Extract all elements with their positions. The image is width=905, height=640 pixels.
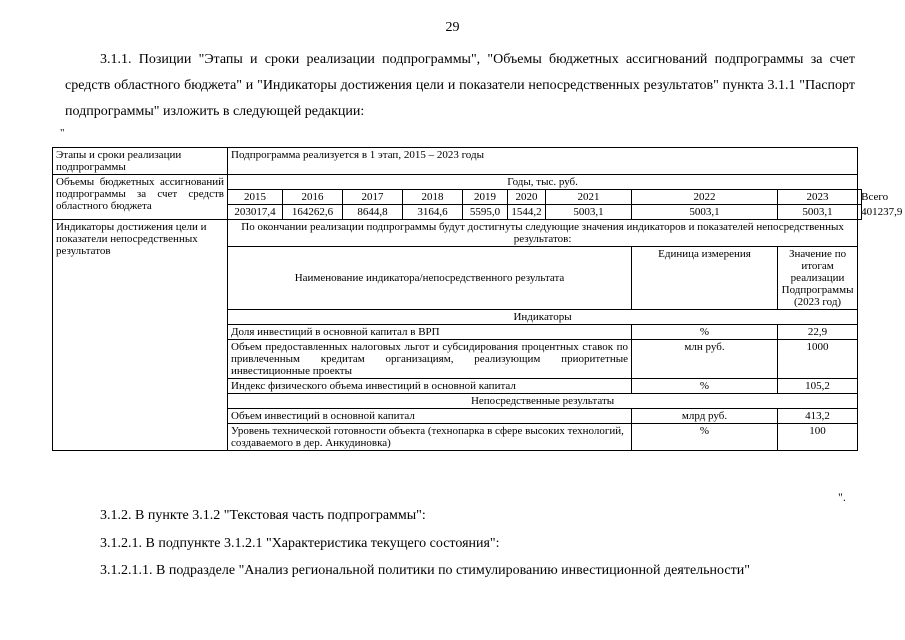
amount-cell: 8644,8 [343, 205, 403, 220]
stages-value: Подпрограмма реализуется в 1 этап, 2015 – 2023 годы [228, 148, 858, 175]
year-cell: 2018 [403, 190, 463, 205]
amount-cell: 5003,1 [778, 205, 858, 220]
amount-cell: 5595,0 [463, 205, 508, 220]
year-cell: 2020 [508, 190, 546, 205]
year-cell: 2019 [463, 190, 508, 205]
year-cell: 2017 [343, 190, 403, 205]
year-cell: 2016 [283, 190, 343, 205]
section-results: Непосредственные результаты [228, 394, 858, 409]
col-unit-header: Единица измерения [632, 247, 778, 310]
year-cell: 2021 [546, 190, 632, 205]
amount-cell: 203017,4 [228, 205, 283, 220]
indicator-value: 1000 [778, 340, 858, 379]
amount-cell: 1544,2 [508, 205, 546, 220]
indicator-name: Индекс физического объема инвестиций в основной капитал [228, 379, 632, 394]
indicator-name: Объем предоставленных налоговых льгот и субсидирования процентных ставок по привлеченным кредитам организациям, реализующим приоритетные инвестиционные проекты [228, 340, 632, 379]
section-indicators: Индикаторы [228, 310, 858, 325]
paragraph-3-1-2: 3.1.2. В пункте 3.1.2 "Текстовая часть подпрограммы": [100, 508, 426, 523]
opening-quote: " [60, 127, 65, 139]
indicator-name: Доля инвестиций в основной капитал в ВРП [228, 325, 632, 340]
indicator-value: 105,2 [778, 379, 858, 394]
year-cell: 2023 [778, 190, 858, 205]
result-name: Уровень технической готовности объекта (технопарка в сфере высоких технологий, создаваемого в дер. Анкудиновка) [228, 424, 632, 451]
indicator-unit: % [632, 379, 778, 394]
indicator-unit: млн руб. [632, 340, 778, 379]
year-cell: 2022 [632, 190, 778, 205]
amount-total-cell: 401237,9 [858, 205, 862, 220]
paragraph-3-1-2-1: 3.1.2.1. В подпункте 3.1.2.1 "Характеристика текущего состояния": [100, 536, 500, 551]
passport-table [52, 147, 903, 451]
year-total-cell: Всего [858, 190, 862, 205]
col-value-header: Значение по итогам реализации Подпрограммы (2023 год) [778, 247, 858, 310]
result-unit: млрд руб. [632, 409, 778, 424]
intro-paragraph: 3.1.1. Позиции "Этапы и сроки реализации подпрограммы", "Объемы бюджетных ассигнований подпрограммы за счет средств областного бюджета" и "Индикаторы достижения цели и показатели непосредственных результатов" пункта 3.1.1 "Паспорт подпрограммы" изложить в следующей редакции: [65, 52, 855, 119]
budget-header: Годы, тыс. руб. [228, 175, 858, 190]
result-unit: % [632, 424, 778, 451]
result-value: 100 [778, 424, 858, 451]
budget-label: Объемы бюджетных ассигнований подпрограммы за счет средств областного бюджета [53, 175, 228, 220]
indicators-label: Индикаторы достижения цели и показатели непосредственных результатов [53, 220, 228, 451]
indicator-unit: % [632, 325, 778, 340]
paragraph-3-1-2-1-1: 3.1.2.1.1. В подразделе "Анализ региональной политики по стимулированию инвестиционной деятельности" [100, 563, 750, 578]
result-name: Объем инвестиций в основной капитал [228, 409, 632, 424]
col-name-header: Наименование индикатора/непосредственного результата [228, 247, 632, 310]
amount-cell: 5003,1 [632, 205, 778, 220]
stages-label: Этапы и сроки реализации подпрограммы [53, 148, 228, 175]
closing-quote: ". [838, 490, 846, 504]
amount-cell: 5003,1 [546, 205, 632, 220]
indicator-value: 22,9 [778, 325, 858, 340]
amount-cell: 3164,6 [403, 205, 463, 220]
page-number: 29 [445, 20, 460, 35]
year-cell: 2015 [228, 190, 283, 205]
result-value: 413,2 [778, 409, 858, 424]
indicators-intro: По окончании реализации подпрограммы будут достигнуты следующие значения индикаторов и показателей непосредственных результатов: [228, 220, 858, 247]
amount-cell: 164262,6 [283, 205, 343, 220]
